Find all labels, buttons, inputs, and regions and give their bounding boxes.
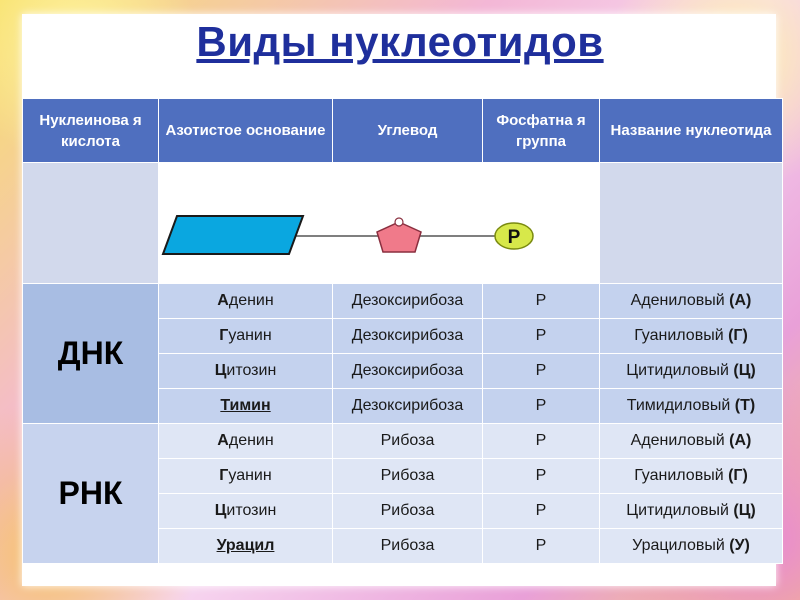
- nitrogen-base-cell: [159, 389, 333, 424]
- nucleotide-code: (Г): [728, 467, 748, 484]
- nitrogen-base-cell: [159, 529, 333, 564]
- nucleotide-name-text: Цитидиловый: [626, 362, 734, 379]
- phosphate-cell: P: [483, 494, 600, 529]
- nucleotide-name-cell: [600, 319, 783, 354]
- sugar-cell: Рибоза: [333, 529, 483, 564]
- base-first-letter: Урацил: [216, 537, 275, 554]
- phosphate-label: P: [507, 226, 521, 248]
- nitrogen-base-cell: [159, 424, 333, 459]
- nucleotide-name-cell: [600, 424, 783, 459]
- nucleotide-structure-svg: [159, 166, 599, 276]
- base-rest: уанин: [228, 467, 272, 484]
- nucleotide-name-cell: [600, 529, 783, 564]
- sugar-oxygen-mark: [395, 218, 403, 226]
- table-row: [23, 284, 783, 319]
- sugar-cell: Дезоксирибоза: [333, 389, 483, 424]
- nucleotide-name-cell: [600, 284, 783, 319]
- base-rest: денин: [228, 432, 274, 449]
- base-first-letter: Ц: [214, 362, 227, 379]
- base-first-letter: Ц: [214, 502, 227, 519]
- nitrogen-base-shape: [163, 216, 303, 254]
- sugar-cell: Рибоза: [333, 459, 483, 494]
- nucleotide-code: (Ц): [733, 362, 756, 379]
- nitrogen-base-cell: [159, 354, 333, 389]
- sugar-cell: Рибоза: [333, 494, 483, 529]
- diagram-blank-cell: [23, 163, 159, 284]
- nucleotide-code: (Ц): [733, 502, 756, 519]
- diagram-blank-cell: [600, 163, 783, 284]
- phosphate-cell: P: [483, 424, 600, 459]
- base-rest: итозин: [226, 362, 277, 379]
- phosphate-cell: P: [483, 354, 600, 389]
- nucleotide-code: (Г): [728, 327, 748, 344]
- base-rest: денин: [228, 292, 274, 309]
- nucleotide-name-cell: [600, 354, 783, 389]
- phosphate-cell: P: [483, 319, 600, 354]
- nucleotide-code: (А): [729, 292, 752, 309]
- header-acid: Нуклеинова я кислота: [23, 99, 159, 163]
- nitrogen-base-cell: [159, 494, 333, 529]
- base-first-letter: А: [217, 292, 229, 309]
- sugar-cell: Дезоксирибоза: [333, 354, 483, 389]
- page-title: Виды нуклеотидов: [196, 18, 604, 65]
- nucleotide-name-text: Тимидиловый: [626, 397, 735, 414]
- base-rest: итозин: [226, 502, 277, 519]
- acid-group-label: ДНК: [23, 284, 159, 424]
- nucleotide-table: [22, 98, 783, 564]
- table-row: [23, 424, 783, 459]
- acid-group-label: РНК: [23, 424, 159, 564]
- nucleotide-name-cell: [600, 494, 783, 529]
- phosphate-cell: P: [483, 529, 600, 564]
- header-phosphate: Фосфатна я группа: [483, 99, 600, 163]
- nucleotide-name-text: Адениловый: [630, 432, 730, 449]
- nitrogen-base-cell: [159, 284, 333, 319]
- sugar-cell: Дезоксирибоза: [333, 319, 483, 354]
- base-first-letter: А: [217, 432, 229, 449]
- nitrogen-base-cell: [159, 319, 333, 354]
- phosphate-cell: P: [483, 459, 600, 494]
- nucleotide-diagram: [159, 163, 600, 284]
- base-first-letter: Г: [219, 467, 229, 484]
- nucleotide-code: (Т): [734, 397, 756, 414]
- header-base: Азотистое основание: [159, 99, 333, 163]
- nucleotide-code: (У): [729, 537, 750, 554]
- phosphate-cell: P: [483, 389, 600, 424]
- nucleotide-name-text: Гуаниловый: [634, 327, 729, 344]
- base-rest: уанин: [228, 327, 272, 344]
- nucleotide-name-text: Урациловый: [632, 537, 730, 554]
- nucleotide-code: (А): [729, 432, 752, 449]
- nucleotide-name-text: Адениловый: [630, 292, 730, 309]
- nucleotide-name-text: Цитидиловый: [626, 502, 734, 519]
- base-first-letter: Г: [219, 327, 229, 344]
- sugar-cell: Дезоксирибоза: [333, 284, 483, 319]
- sugar-cell: Рибоза: [333, 424, 483, 459]
- header-sugar: Углевод: [333, 99, 483, 163]
- nucleotide-name-text: Гуаниловый: [634, 467, 729, 484]
- base-first-letter: Тимин: [220, 397, 271, 414]
- nucleotide-name-cell: [600, 389, 783, 424]
- nucleotide-name-cell: [600, 459, 783, 494]
- nitrogen-base-cell: [159, 459, 333, 494]
- header-nucleotide-name: Название нуклеотида: [600, 99, 783, 163]
- phosphate-cell: P: [483, 284, 600, 319]
